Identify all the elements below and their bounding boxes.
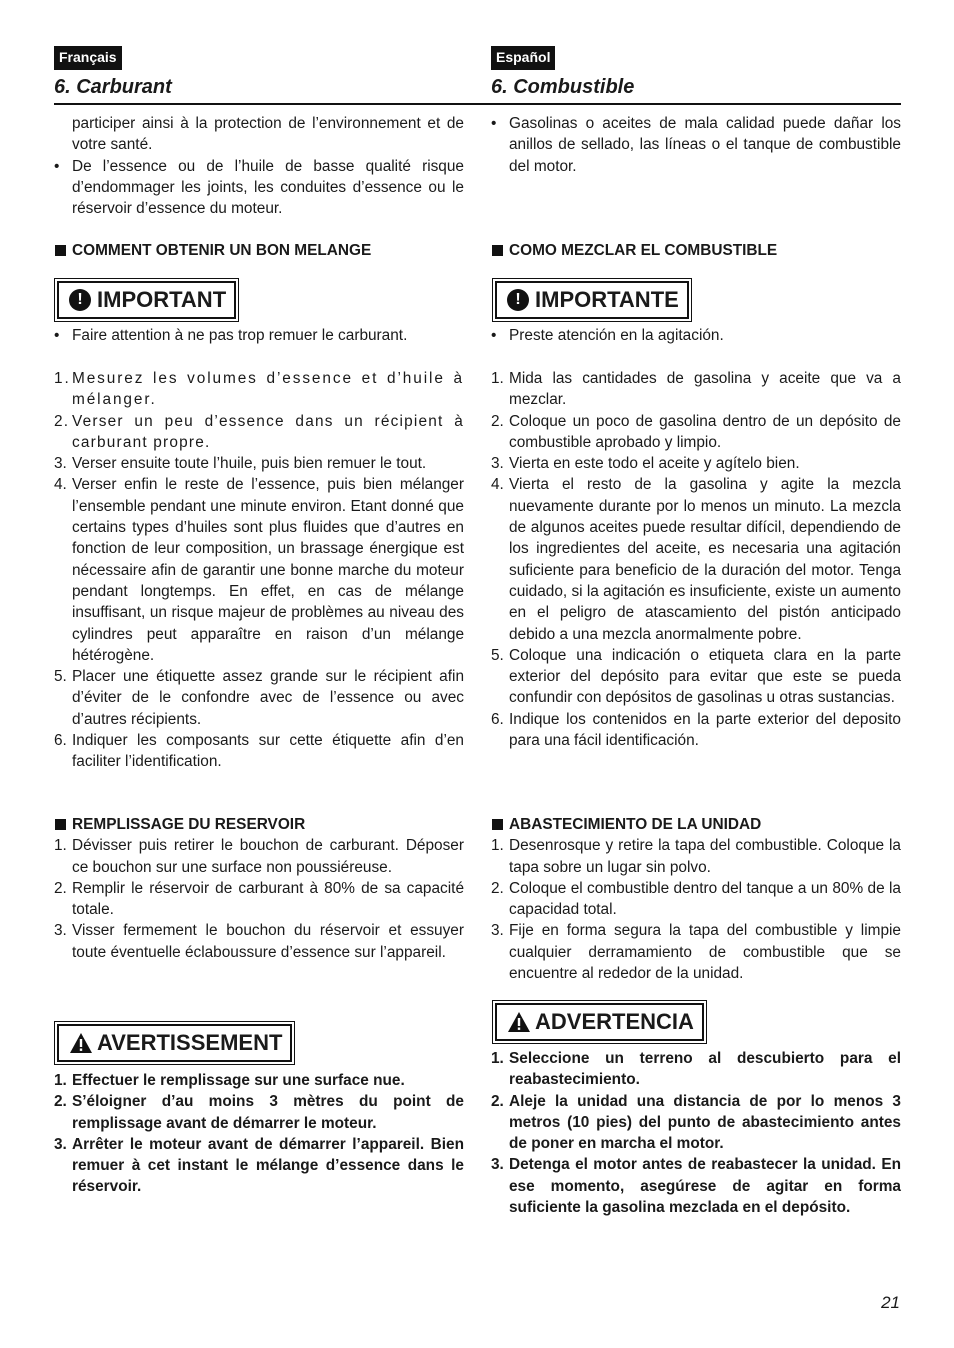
list-item: 3. Arrêter le moteur avant de démarrer l’appareil. Bien remuer à cet instant le mélange d’essence dans le réservoir. xyxy=(54,1135,464,1196)
list-item: 4. Verser enfin le reste de l’essence, puis bien mélanger l’ensemble pendant une minute environ. Etant donné que certains types d’huiles sont plus fluides que d’autres en fonction de leur composition, un brassage énergique est nécessaire afin de garantir une bonne marche du moteur pendant longtemps. En effet, en cas de mélange insuffisant, un risque majeur de problèmes au niveau des cylindres peut apparaître en raison d’un mélange hétérogène. xyxy=(54,476,464,664)
list-item: 3. Fije en forma segura la tapa del combustible y limpie cualquier derramamiento de combustible que se encuentre al rededor de la unidad. xyxy=(491,922,901,983)
list-item: 2. Remplir le réservoir de carburant à 80% de sa capacité totale. xyxy=(54,879,464,919)
list-item: 1. Mida las cantidades de gasolina y aceite que va a mezclar. xyxy=(491,370,901,409)
intro-continuation-fr: participer ainsi à la protection de l’environnement et de votre santé. xyxy=(72,115,464,154)
list-item: 5. Placer une étiquette assez grande sur le récipient afin d’éviter de le confondre avec de l’essence ou avec d’autres récipients. xyxy=(54,668,464,728)
important-bullet-es: • Preste atención en la agitación. xyxy=(491,325,901,346)
fill-section-fr xyxy=(54,814,464,963)
warning-triangle-icon xyxy=(69,1032,93,1054)
exclamation-icon: ! xyxy=(507,289,529,311)
square-bullet-icon xyxy=(492,819,503,830)
header-es xyxy=(491,46,901,99)
header-fr xyxy=(54,46,464,99)
list-item: 5. Coloque una indicación o etiqueta clara en la parte exterior del depósito para evitar que este se pueda confundir con depósitos de gasolinas u otras sustancias. xyxy=(491,646,901,707)
intro-bullet-fr: • De l’essence ou de l’huile de basse qualité risque d’endommager les joints, les conduites d’essence ou le réservoir d’essence du moteur. xyxy=(54,156,464,220)
section-title-fr: 6. Carburant xyxy=(54,76,172,98)
list-item: 2. Verser un peu d’essence dans un récipient à carburant propre. xyxy=(54,412,464,451)
header-rule xyxy=(54,103,901,105)
list-item: 1. Seleccione un terreno al descubierto para el reabastecimiento. xyxy=(491,1050,901,1089)
intro-bullet-es: • Gasolinas o aceites de mala calidad puede dañar los anillos de sellado, las líneas o el tanque de combustible del motor. xyxy=(491,113,901,177)
list-item: 2. Aleje la unidad una distancia de por lo menos 3 metros (10 pies) del punto de abastecimiento antes de poner en marcha el motor. xyxy=(491,1092,901,1153)
mix-heading-text-es: COMO MEZCLAR EL COMBUSTIBLE xyxy=(509,242,778,259)
warning-label-fr: AVERTISSEMENT xyxy=(97,1030,283,1056)
list-item: 3. Visser fermement le bouchon du réservoir et essuyer toute éventuelle éclaboussure d’essence sur l’appareil. xyxy=(54,922,464,961)
square-bullet-icon xyxy=(55,245,66,256)
intro-es xyxy=(491,113,901,177)
warning-label-es: ADVERTENCIA xyxy=(535,1009,694,1035)
list-item: 1. Desenrosque y retire la tapa del combustible. Coloque la tapa sobre un lugar sin polvo. xyxy=(491,837,901,876)
important-box-es xyxy=(495,281,689,319)
list-item: 3. Detenga el motor antes de reabastecer la unidad. En ese momento, asegúrese de agitar en forma suficiente la gasolina mezclada en el depósito. xyxy=(491,1156,901,1217)
list-item: 3. Vierta en este todo el aceite y agítelo bien. xyxy=(491,455,800,473)
important-note-fr xyxy=(54,325,464,346)
warning-steps-fr xyxy=(54,1070,464,1198)
list-item: 4. Vierta el resto de la gasolina y agite la mezcla nuevamente durante por lo menos un minuto. La mezcla de algunos aceites puede resultar difícil, dependiendo de los ingredientes del aceite, es necesaria una agitación suficiente para beneficio de la duración del motor. Tenga cuidado, si la agitación es insuficiente, existe un aumento en el peligro de atascamiento del pistón anticipado debido a una mezcla anormalmente pobre. xyxy=(491,476,901,643)
mix-steps-fr xyxy=(54,368,464,773)
square-bullet-icon xyxy=(492,245,503,256)
important-label-es: IMPORTANTE xyxy=(535,287,679,313)
warning-triangle-icon xyxy=(507,1011,531,1033)
fill-heading-text-es: ABASTECIMIENTO DE LA UNIDAD xyxy=(509,816,762,833)
intro-fr xyxy=(54,113,464,219)
page-number: 21 xyxy=(881,1293,900,1312)
warning-steps-es xyxy=(491,1048,901,1218)
list-item: 2. S’éloigner d’au moins 3 mètres du point de remplissage avant de démarrer le moteur. xyxy=(54,1093,464,1132)
warning-box-fr xyxy=(57,1024,292,1062)
square-bullet-icon xyxy=(55,819,66,830)
mix-heading-es xyxy=(491,240,901,261)
warning-box-es xyxy=(495,1003,704,1041)
mix-steps-es xyxy=(491,368,901,751)
mix-heading-text-fr: COMMENT OBTENIR UN BON MELANGE xyxy=(72,242,372,259)
important-box-fr xyxy=(57,281,236,319)
mix-heading-fr xyxy=(54,240,464,261)
exclamation-icon: ! xyxy=(69,289,91,311)
list-item: 6. Indiquer les composants sur cette étiquette afin d’en faciliter l’identification. xyxy=(54,732,464,771)
important-note-es xyxy=(491,325,901,346)
important-bullet-fr: • Faire attention à ne pas trop remuer le carburant. xyxy=(54,325,464,346)
important-label-fr: IMPORTANT xyxy=(97,287,227,313)
list-item: 2. Coloque el combustible dentro del tanque a un 80% de la capacidad total. xyxy=(491,879,901,919)
list-item: 6. Indique los contenidos en la parte exterior del deposito para una fácil identificación. xyxy=(491,710,901,750)
list-item: 3. Verser ensuite toute l’huile, puis bien remuer le tout. xyxy=(54,455,427,473)
list-item: 1. Mesurez les volumes d’essence et d’huile à mélanger. xyxy=(54,370,464,409)
language-tag-fr: Français xyxy=(54,46,122,70)
list-item: 1. Dévisser puis retirer le bouchon de carburant. Déposer ce bouchon sur une surface non poussiéreuse. xyxy=(54,837,464,876)
fill-section-es xyxy=(491,814,901,984)
fill-heading-text-fr: REMPLISSAGE DU RESERVOIR xyxy=(72,816,306,833)
section-title-es: 6. Combustible xyxy=(491,76,635,98)
language-tag-es: Español xyxy=(491,46,555,70)
list-item: 1. Effectuer le remplissage sur une surface nue. xyxy=(54,1072,405,1089)
list-item: 2. Coloque un poco de gasolina dentro de un depósito de combustible aprobado y limpio. xyxy=(491,412,901,451)
